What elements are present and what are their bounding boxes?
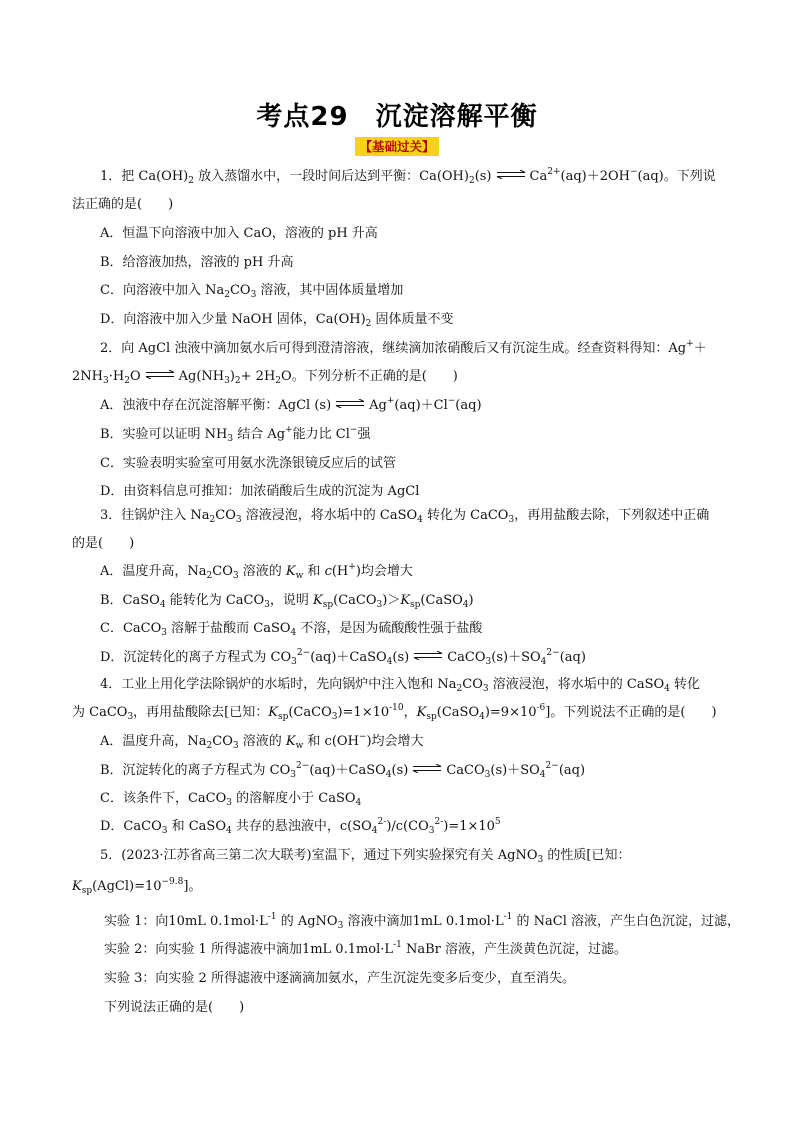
q3-sub: 4 bbox=[462, 600, 469, 610]
q4-stem-line2 bbox=[72, 704, 717, 722]
q3-option-d bbox=[100, 649, 586, 667]
q3-sub: 3 bbox=[161, 628, 167, 638]
q4-sub: 3 bbox=[232, 741, 239, 751]
q4-text: 和 c(OH bbox=[303, 734, 359, 749]
q5-stem-line2 bbox=[72, 878, 201, 896]
q5-sub: 3 bbox=[337, 921, 344, 931]
q1-sub: 2 bbox=[224, 290, 230, 300]
q5-sub: 3 bbox=[537, 855, 544, 865]
q4-option-a bbox=[100, 733, 424, 751]
q4-text: (CaCO bbox=[288, 705, 332, 720]
q1-sup: 2+ bbox=[547, 167, 561, 177]
q2-sub: 2 bbox=[275, 376, 282, 386]
q2-text: (aq)＋Cl bbox=[394, 398, 448, 413]
q4-sup: 2- bbox=[434, 817, 444, 827]
q3-text: CO bbox=[215, 508, 236, 523]
q3-sub: 3 bbox=[232, 571, 239, 581]
q4-sub: 4 bbox=[664, 684, 670, 694]
q4-text: )均会增大 bbox=[366, 734, 424, 749]
q3-sub: 3 bbox=[376, 600, 383, 610]
q4-text: (aq) bbox=[558, 763, 586, 778]
q4-text: (s)＋SO bbox=[490, 763, 540, 778]
q4-sub: 4 bbox=[226, 826, 232, 836]
q4-sup: − bbox=[358, 732, 367, 742]
q3-sub: 4 bbox=[540, 657, 547, 667]
q3-symbol: c bbox=[324, 564, 332, 579]
equilibrium-arrow-icon bbox=[335, 399, 365, 408]
q3-text: ，说明 bbox=[269, 593, 314, 608]
q4-text: A．温度升高，Na bbox=[100, 734, 207, 749]
q2-text: + 2H bbox=[240, 369, 276, 384]
q2-text: ·H bbox=[108, 369, 125, 384]
q5-text: 的性质[已知： bbox=[543, 848, 631, 863]
q4-text: 转化 bbox=[669, 677, 701, 692]
equilibrium-arrow-icon bbox=[496, 170, 526, 179]
q3-option-a bbox=[100, 563, 413, 581]
q4-sub: sp bbox=[426, 712, 437, 722]
q3-sup: 2− bbox=[546, 648, 560, 658]
q2-text: Ag(NH bbox=[178, 369, 225, 384]
q4-sub: sp bbox=[277, 712, 289, 722]
q4-text: 的溶解度小于 CaSO bbox=[231, 791, 356, 806]
q4-sup: 5 bbox=[494, 817, 501, 827]
q4-sup: 2- bbox=[377, 817, 387, 827]
q5-experiment-3: 实验 3：向实验 2 所得滤液中逐滴滴加氨水，产生沉淀先变多后变少，直至消失。 bbox=[104, 971, 575, 986]
q2-text: Ag bbox=[369, 398, 387, 413]
q4-sub: 2 bbox=[206, 741, 213, 751]
q4-text: CO bbox=[462, 677, 483, 692]
q5-sup: -1 bbox=[267, 912, 277, 922]
q1-text: (aq)。下列说 bbox=[637, 169, 716, 184]
q3-sub: 4 bbox=[290, 628, 297, 638]
q2-sub: 3 bbox=[227, 434, 234, 444]
q3-text: (CaSO bbox=[420, 593, 463, 608]
q2-text: O。下列分析不正确的是( ) bbox=[281, 369, 458, 384]
q4-text: C．该条件下，CaCO bbox=[100, 791, 227, 806]
q5-symbol: K bbox=[72, 879, 82, 894]
q1-text: (s) bbox=[474, 169, 492, 184]
q3-sub: 2 bbox=[206, 571, 213, 581]
q4-sub: w bbox=[295, 741, 304, 751]
q3-text: CaCO bbox=[447, 650, 486, 665]
q4-text: 溶液浸泡，将水垢中的 CaSO bbox=[488, 677, 665, 692]
q1-text: (aq)＋2OH bbox=[560, 169, 630, 184]
q4-stem-line1 bbox=[100, 676, 700, 694]
q3-symbol: K bbox=[313, 593, 323, 608]
q4-text: ，再用盐酸除去[已知： bbox=[133, 705, 269, 720]
q2-text: 结合 Ag bbox=[233, 427, 286, 442]
q2-sup: + bbox=[686, 339, 694, 349]
q4-sub: 3 bbox=[482, 684, 489, 694]
q5-text: 5．(2023·江苏省高三第二次大联考)室温下，通过下列实验探究有关 AgNO bbox=[100, 848, 538, 863]
q1-option-c bbox=[100, 282, 403, 300]
q4-text: B．沉淀转化的离子方程式为 CO bbox=[100, 763, 291, 778]
q2-text: A．浊液中存在沉淀溶解平衡：AgCl (s) bbox=[100, 398, 332, 413]
q1-text: 放入蒸馏水中，一段时间后达到平衡：Ca(OH) bbox=[193, 169, 469, 184]
q5-text: 的 NaCl 溶液，产生白色沉淀，过滤， bbox=[512, 914, 740, 929]
q4-sub: 4 bbox=[539, 770, 546, 780]
q4-text: )=9×10 bbox=[484, 705, 537, 720]
q3-sub: 3 bbox=[235, 515, 242, 525]
q3-text: 能转化为 CaCO bbox=[165, 593, 265, 608]
q1-sub: 3 bbox=[250, 290, 257, 300]
q1-text: 1．把 Ca(OH) bbox=[100, 169, 189, 184]
q5-sup: -1 bbox=[503, 912, 513, 922]
q3-sub: 3 bbox=[291, 657, 297, 667]
q1-text: D．向溶液中加入少量 NaOH 固体，Ca(OH) bbox=[100, 312, 366, 327]
q3-text: 转化为 CaCO bbox=[422, 508, 509, 523]
q5-sup: −9.8 bbox=[161, 877, 184, 887]
q4-text: )=1×10 bbox=[337, 705, 390, 720]
q2-text: 2NH bbox=[72, 369, 103, 384]
q2-text: 能力比 Cl bbox=[292, 427, 350, 442]
q2-stem-line1 bbox=[100, 340, 707, 358]
q3-text: A．温度升高，Na bbox=[100, 564, 207, 579]
q4-sub: 4 bbox=[385, 770, 392, 780]
q5-text: ]。 bbox=[183, 879, 202, 894]
q5-text: (AgCl)=10 bbox=[92, 879, 162, 894]
q3-stem-line1 bbox=[100, 507, 709, 525]
q1-option-d bbox=[100, 311, 454, 329]
q3-sub: 2 bbox=[209, 515, 216, 525]
q5-experiment-2 bbox=[104, 941, 627, 959]
section-badge: 【基础过关】 bbox=[355, 137, 438, 156]
q4-text: 溶液的 bbox=[238, 734, 286, 749]
q3-sub: 3 bbox=[508, 515, 515, 525]
q1-sub: 2 bbox=[188, 176, 194, 186]
page-title: 考点29 沉淀溶解平衡 bbox=[256, 102, 538, 132]
q3-text: 3．往锅炉注入 Na bbox=[100, 508, 210, 523]
q2-option-b bbox=[100, 426, 370, 444]
q1-option-a: A．恒温下向溶液中加入 CaO，溶液的 pH 升高 bbox=[100, 226, 378, 241]
q3-sub: sp bbox=[322, 600, 334, 610]
q3-text: (s)＋SO bbox=[491, 650, 541, 665]
q1-text: 固体质量不变 bbox=[371, 312, 454, 327]
q4-symbol: K bbox=[416, 705, 427, 720]
q3-text: (H bbox=[331, 564, 349, 579]
q4-sup: -6 bbox=[536, 703, 546, 713]
q4-sub: 3 bbox=[127, 712, 134, 722]
q1-sub: 2 bbox=[365, 319, 372, 329]
q3-text: 和 bbox=[303, 564, 325, 579]
q3-symbol: K bbox=[400, 593, 411, 608]
q3-sup: + bbox=[348, 562, 356, 572]
q3-text: (CaCO bbox=[333, 593, 377, 608]
q3-text: 溶液浸泡，将水垢中的 CaSO bbox=[241, 508, 418, 523]
q5-question: 下列说法正确的是( ) bbox=[104, 1000, 245, 1015]
q4-text: )/c(CO bbox=[386, 819, 429, 834]
q5-text: NaBr 溶液，产生淡黄色沉淀，过滤。 bbox=[401, 942, 628, 957]
q5-stem-line1 bbox=[100, 847, 630, 865]
equilibrium-arrow-icon bbox=[145, 370, 175, 379]
q4-text: 共存的悬浊液中，c(SO bbox=[231, 819, 372, 834]
q4-text: 4．工业上用化学法除锅炉的水垢时，先向锅炉中注入饱和 Na bbox=[100, 677, 457, 692]
q3-text: 溶解于盐酸而 CaSO bbox=[166, 621, 291, 636]
q3-sub: w bbox=[295, 571, 304, 581]
q5-text: 溶液中滴加1mL 0.1mol·L bbox=[343, 914, 504, 929]
q1-sup: − bbox=[629, 167, 638, 177]
q4-sub: 2 bbox=[456, 684, 463, 694]
q3-text: 不溶，是因为硫酸酸性强于盐酸 bbox=[296, 621, 483, 636]
q2-sub: 3 bbox=[102, 376, 109, 386]
q4-sub: 3 bbox=[484, 770, 491, 780]
q4-text: CaCO bbox=[446, 763, 485, 778]
q4-sup: -10 bbox=[389, 703, 404, 713]
q4-sub: 4 bbox=[479, 712, 485, 722]
q3-text: )均会增大 bbox=[355, 564, 413, 579]
q1-text: CO bbox=[229, 283, 251, 298]
q4-symbol: K bbox=[285, 734, 296, 749]
q4-option-d bbox=[100, 818, 501, 836]
q3-sub: 3 bbox=[485, 657, 492, 667]
q4-sub: 3 bbox=[290, 770, 297, 780]
q3-symbol: K bbox=[285, 564, 296, 579]
q5-text: 实验 2：向实验 1 所得滤液中滴加1mL 0.1mol·L bbox=[104, 942, 394, 957]
q2-sup: + bbox=[285, 425, 293, 435]
q4-option-b bbox=[100, 762, 585, 780]
q1-text: Ca bbox=[529, 169, 548, 184]
q3-text: CO bbox=[212, 564, 233, 579]
q2-text: 2．向 AgCl 浊液中滴加氨水后可得到澄清溶液，继续滴加浓硝酸后又有沉淀生成。经查资料得知：Ag bbox=[100, 341, 687, 356]
q4-text: (s) bbox=[391, 763, 409, 778]
q4-sub: 3 bbox=[428, 826, 435, 836]
q2-text: B．实验可以证明 NH bbox=[100, 427, 228, 442]
q2-sub: 2 bbox=[124, 376, 130, 386]
q5-text: 实验 1：向10mL 0.1mol·L bbox=[104, 914, 268, 929]
q4-text: CO bbox=[212, 734, 233, 749]
q3-text: )＞ bbox=[382, 593, 401, 608]
equilibrium-arrow-icon bbox=[412, 764, 442, 773]
q2-option-a bbox=[100, 397, 482, 415]
q3-option-b bbox=[100, 592, 474, 610]
q1-text: 溶液，其中固体质量增加 bbox=[256, 283, 404, 298]
q3-text: 溶液的 bbox=[238, 564, 286, 579]
q1-text: C．向溶液中加入 Na bbox=[100, 283, 225, 298]
q3-sub: 3 bbox=[264, 600, 270, 610]
q3-text: D．沉淀转化的离子方程式为 CO bbox=[100, 650, 292, 665]
q3-text: ) bbox=[468, 593, 474, 608]
q3-text: ，再用盐酸去除，下列叙述中正确 bbox=[514, 508, 710, 523]
q1-stem-line1 bbox=[100, 168, 716, 186]
q3-text: (aq)＋CaSO bbox=[310, 650, 387, 665]
q2-text: 强 bbox=[357, 427, 371, 442]
q4-text: (aq)＋CaSO bbox=[309, 763, 386, 778]
q4-text: (CaSO bbox=[436, 705, 480, 720]
equilibrium-arrow-icon bbox=[413, 651, 443, 660]
q5-text: 的 AgNO bbox=[276, 914, 338, 929]
q2-text: O bbox=[129, 369, 141, 384]
badge-wrap bbox=[0, 137, 794, 156]
q4-sub: 3 bbox=[161, 826, 168, 836]
q1-option-b: B．给溶液加热，溶液的 pH 升高 bbox=[100, 255, 294, 270]
q4-text: D．CaCO bbox=[100, 819, 162, 834]
q1-stem-line2: 法正确的是( ) bbox=[72, 197, 174, 212]
q2-text: ) bbox=[229, 369, 235, 384]
q2-option-d: D．由资料信息可推知：加浓硝酸后生成的沉淀为 AgCl bbox=[100, 484, 420, 499]
q4-text: ]。下列说法不正确的是( ) bbox=[545, 705, 717, 720]
q3-sup: 2− bbox=[296, 648, 311, 658]
q4-sub: 3 bbox=[331, 712, 338, 722]
q3-text: B．CaSO bbox=[100, 593, 160, 608]
q3-sub: 4 bbox=[159, 600, 166, 610]
q2-stem-line2 bbox=[72, 368, 458, 386]
q3-text: (aq) bbox=[559, 650, 586, 665]
q4-sup: 2− bbox=[296, 761, 310, 771]
q3-option-c bbox=[100, 620, 482, 638]
q3-stem-line2: 的是( ) bbox=[72, 536, 135, 551]
q3-sub: 4 bbox=[386, 657, 393, 667]
q2-option-c: C．实验表明实验室可用氨水洗涤银镜反应后的试管 bbox=[100, 456, 396, 471]
q4-text: ， bbox=[403, 705, 417, 720]
q2-sup: + bbox=[386, 396, 395, 406]
q4-sub: 4 bbox=[355, 798, 362, 808]
q2-sup: − bbox=[447, 396, 456, 406]
q4-text: )=1×10 bbox=[443, 819, 495, 834]
q4-symbol: K bbox=[268, 705, 278, 720]
q3-text: C．CaCO bbox=[100, 621, 162, 636]
q4-sup: 2− bbox=[545, 761, 559, 771]
q5-experiment-1 bbox=[104, 913, 740, 931]
q5-sup: -1 bbox=[393, 940, 402, 950]
q5-sub: sp bbox=[81, 886, 93, 896]
q2-sub: 2 bbox=[234, 376, 241, 386]
q3-sub: 4 bbox=[417, 515, 423, 525]
q1-sub: 2 bbox=[468, 176, 475, 186]
q2-sup: − bbox=[349, 425, 358, 435]
q4-sub: 4 bbox=[371, 826, 378, 836]
q3-text: (s) bbox=[392, 650, 410, 665]
q4-option-c bbox=[100, 790, 361, 808]
q2-sub: 3 bbox=[224, 376, 230, 386]
q2-text: (aq) bbox=[455, 398, 482, 413]
q4-text: 为 CaCO bbox=[72, 705, 128, 720]
q2-text: ＋ bbox=[693, 341, 707, 356]
q4-text: 和 CaSO bbox=[167, 819, 226, 834]
q3-sub: sp bbox=[410, 600, 421, 610]
q4-sub: 3 bbox=[226, 798, 232, 808]
